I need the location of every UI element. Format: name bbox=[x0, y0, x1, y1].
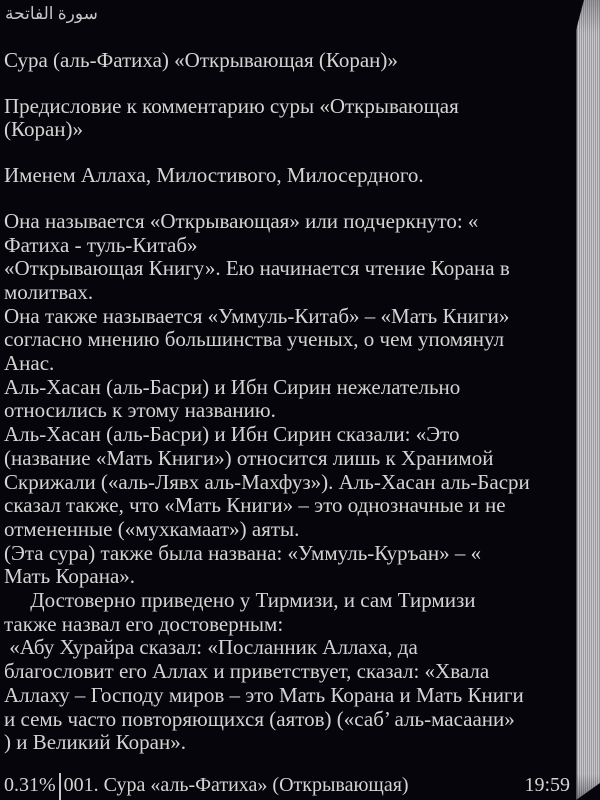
paragraph bbox=[4, 95, 570, 142]
text-line: Скрижали («аль-Лявх аль-Махфуз»). Аль-Хасан аль-Басри bbox=[4, 469, 530, 494]
text-line: Аллаху – Господу миров – это Мать Корана и Мать Книги bbox=[4, 682, 524, 707]
text-line: также назвал его достоверным: bbox=[4, 611, 284, 636]
page-edge-turn[interactable] bbox=[576, 0, 600, 800]
page-text bbox=[4, 27, 570, 755]
text-line: согласно мнению большинства ученых, о чем упомянул bbox=[4, 327, 505, 352]
status-left bbox=[4, 773, 409, 797]
text-line: молитвах. bbox=[4, 279, 94, 304]
text-line: относились к этому названию. bbox=[4, 398, 276, 423]
paragraph bbox=[4, 49, 570, 73]
text-line: (название «Мать Книги») относится лишь к Хранимой bbox=[4, 445, 494, 470]
text-line: отмененные («мухкамаат») аяты. bbox=[4, 516, 300, 541]
text-line: Сура (аль-Фатиха) «Открывающая (Коран)» bbox=[4, 48, 398, 72]
text-line: Достоверно приведено у Тирмизи, и сам Тирмизи bbox=[4, 588, 476, 613]
status-bar bbox=[0, 770, 600, 800]
text-line: Фатиха - туль-Китаб» bbox=[4, 232, 198, 257]
text-line: «Абу Хурайра сказал: «Посланник Аллаха, да bbox=[4, 635, 418, 660]
text-line: Предисловие к комментарию суры «Открывающая bbox=[4, 93, 459, 118]
chapter-title: 001. Сура «аль-Фатиха» (Открывающая) bbox=[63, 774, 409, 796]
clock: 19:59 bbox=[524, 774, 570, 796]
text-line: благословит его Аллах и приветствует, сказал: «Хвала bbox=[4, 659, 490, 684]
status-divider bbox=[59, 773, 61, 800]
text-line: Анас. bbox=[4, 351, 55, 376]
paragraph bbox=[4, 210, 570, 755]
running-title-arabic: سورة الفاتحة bbox=[5, 4, 98, 23]
progress-percent: 0.31% bbox=[4, 774, 56, 796]
text-line: «Открывающая Книгу». Ею начинается чтение Корана в bbox=[4, 256, 510, 281]
text-line: Мать Корана». bbox=[4, 564, 136, 589]
text-line: и семь часто повторяющихся (аятов) («саб’ аль-масаани» bbox=[4, 706, 515, 731]
text-line: ) и Великий Коран». bbox=[4, 730, 186, 755]
text-line: (Эта сура) также была названа: «Уммуль-Куръан» – « bbox=[4, 540, 482, 565]
text-line: Аль-Хасан (аль-Басри) и Ибн Сирин нежелательно bbox=[4, 374, 461, 399]
text-line: Аль-Хасан (аль-Басри) и Ибн Сирин сказали: «Это bbox=[4, 422, 460, 447]
text-line: сказал также, что «Мать Книги» – это однозначные и не bbox=[4, 493, 506, 518]
paragraph bbox=[4, 164, 570, 188]
text-line: Именем Аллаха, Милостивого, Милосердного. bbox=[4, 163, 424, 188]
text-line: (Коран)» bbox=[4, 117, 84, 142]
text-line: Она называется «Открывающая» или подчеркнуто: « bbox=[4, 208, 479, 233]
text-line: Она также называется «Уммуль-Китаб» – «Мать Книги» bbox=[4, 303, 510, 328]
